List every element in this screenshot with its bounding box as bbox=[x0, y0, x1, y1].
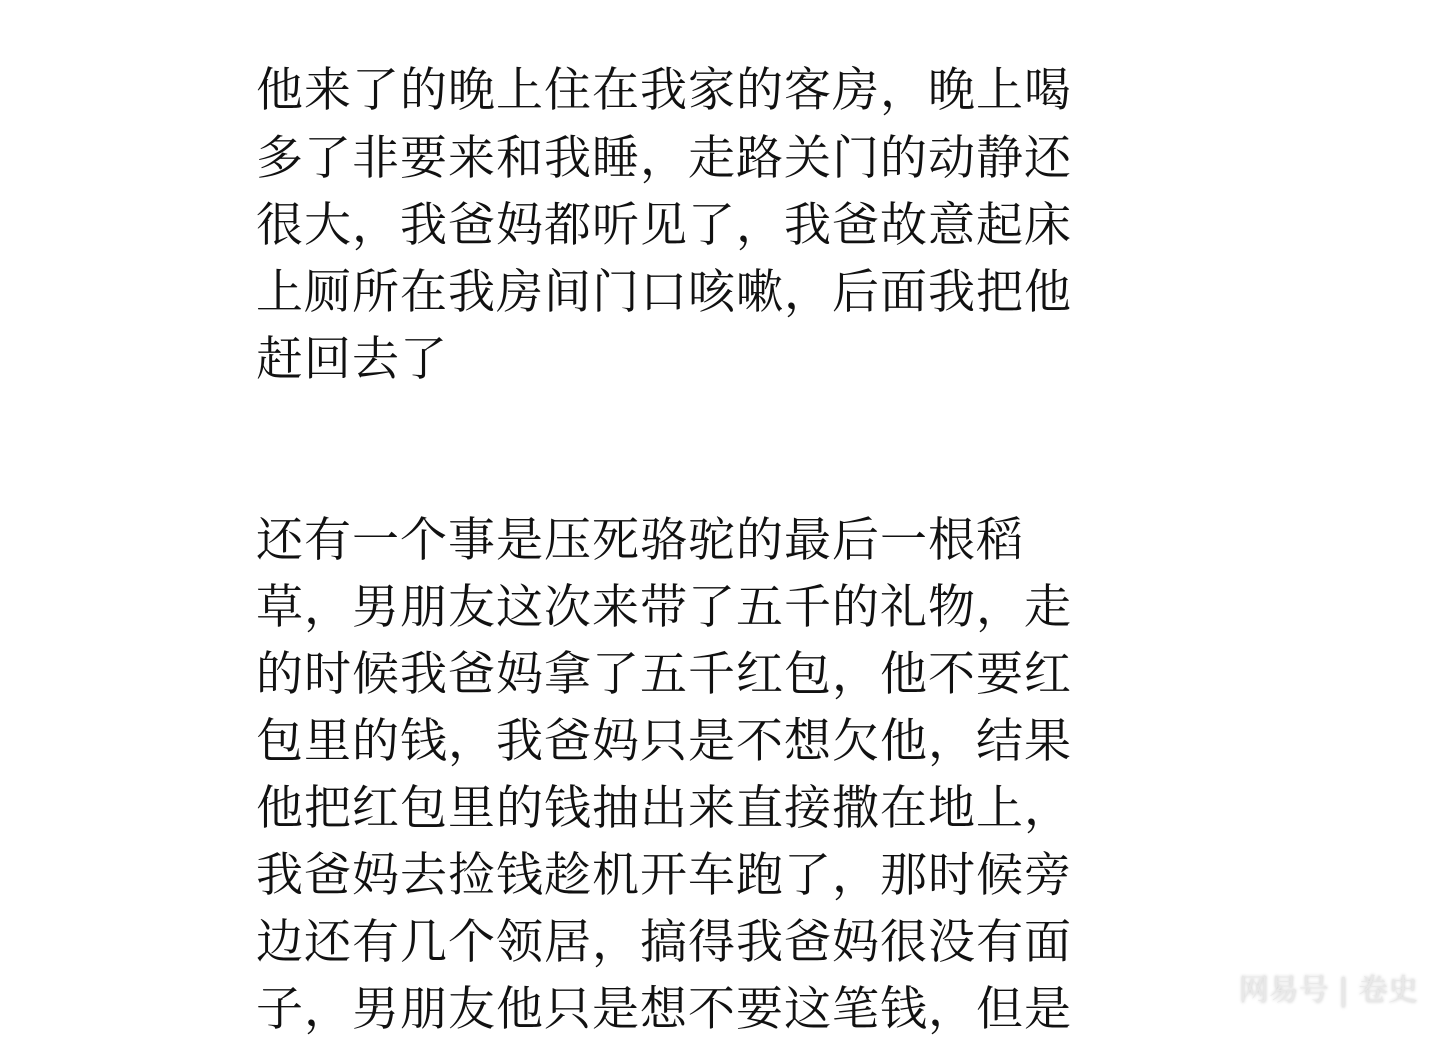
watermark: 网易号 | 卷史 bbox=[1238, 973, 1418, 1008]
paragraph-1-line-4: 上厕所在我房间门口咳嗽，后面我把他 bbox=[256, 265, 1072, 320]
paragraph-2-line-6: 我爸妈去捡钱趁机开车跑了，那时候旁 bbox=[256, 848, 1072, 903]
paragraph-2-line-3: 的时候我爸妈拿了五千红包，他不要红 bbox=[256, 647, 1072, 702]
paragraph-2-line-8: 子，男朋友他只是想不要这笔钱，但是 bbox=[256, 982, 1072, 1037]
paragraph-2-line-7: 边还有几个领居，搞得我爸妈很没有面 bbox=[256, 915, 1072, 970]
paragraph-2-line-4: 包里的钱，我爸妈只是不想欠他，结果 bbox=[256, 714, 1072, 769]
paragraph-1-line-1: 他来了的晚上住在我家的客房，晚上喝 bbox=[256, 63, 1072, 118]
paragraph-2-line-1: 还有一个事是压死骆驼的最后一根稻 bbox=[256, 513, 1024, 568]
paragraph-2-line-2: 草，男朋友这次来带了五千的礼物，走 bbox=[256, 580, 1072, 635]
paragraph-2-line-5: 他把红包里的钱抽出来直接撒在地上， bbox=[256, 781, 1072, 836]
paragraph-1-line-5: 赶回去了 bbox=[256, 332, 448, 387]
paragraph-1-line-2: 多了非要来和我睡，走路关门的动静还 bbox=[256, 131, 1072, 186]
paragraph-1-line-3: 很大，我爸妈都听见了，我爸故意起床 bbox=[256, 198, 1072, 253]
